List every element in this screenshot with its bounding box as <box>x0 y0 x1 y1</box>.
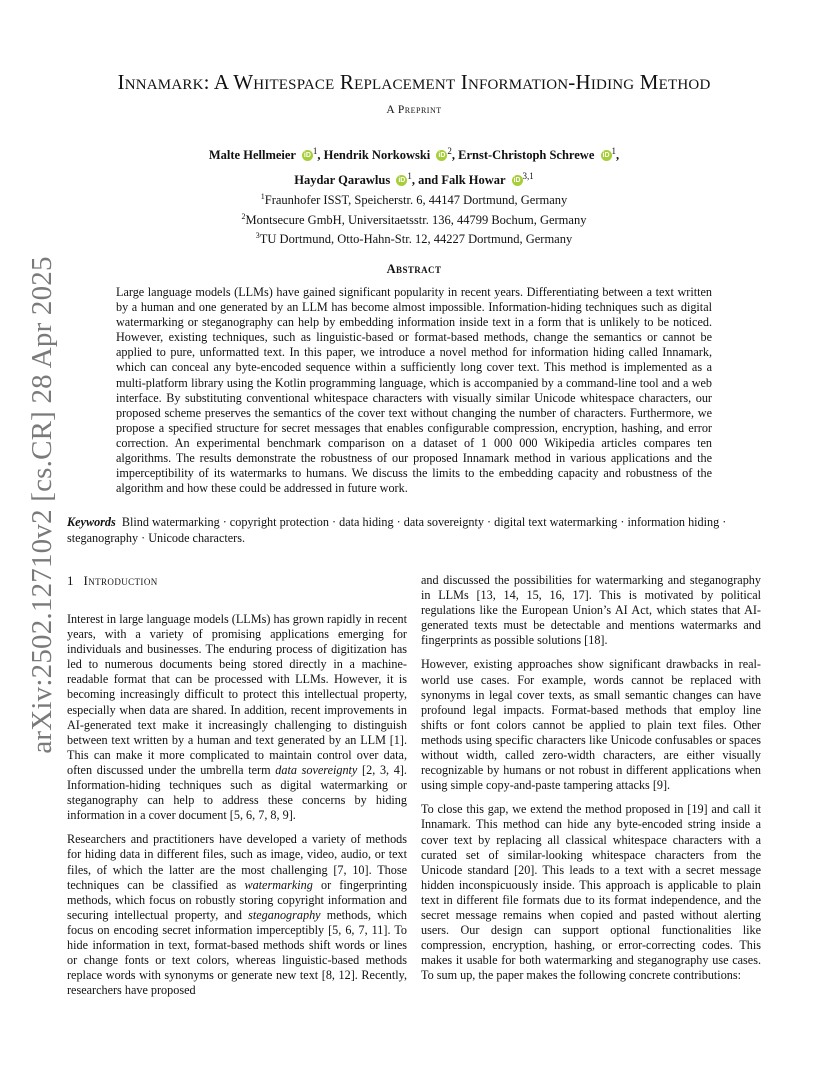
orcid-icon[interactable]: iD <box>303 152 311 160</box>
orcid-icon[interactable]: iD <box>398 177 406 185</box>
affiliations <box>0 189 828 248</box>
paragraph: Researchers and practitioners have developed a variety of methods for hiding data in different files, such as image, video, audio, or text files, of which the latter are the most challenging [7, 10]. Those techniques can be classified as watermarking or fingerprinting methods, which focus on robustly storing copyright information and securing intellectual property, and steganography methods, which focus on encoding secret information imperceptibly [5, 6, 7, 11]. To hide information in text, format-based methods shift words or lines or change fonts or text colors, whereas linguistic-based methods replace words with synonyms or generate new text [8, 12]. Recently, researchers have proposed <box>67 832 407 998</box>
author-affil-mark: 1 <box>611 146 616 156</box>
author-name: Haydar Qarawlus <box>294 173 391 188</box>
affiliation-2: $^2$Montsecure GmbH, Universitaetsstr. 136, 44799 Bochum, Germany <box>241 211 587 227</box>
abstract-text: Large language models (LLMs) have gained significant popularity in recent years. Differentiating between a text written by a human and one generated by an LLM has become almost impossible. Information-hiding techniques such as digital watermarking or steganography can help by embedding information inside text in a form that is unlikely to be noticed. However, existing techniques, such as linguistic-based or format-based methods, change the semantics or cannot be applied to pure, unformatted text. In this paper, we introduce a novel method for information hiding called Innamark, which can conceal any byte-encoded sequence within a sufficiently long cover text. This method is implemented as a multi-platform library using the Kotlin programming language, which is accompanied by a command-line tool and a web interface. By substituting conventional whitespace characters with visually similar Unicode whitespace characters, our proposed scheme preserves the semantics of the cover text without changing the number of characters. Furthermore, we propose a specified structure for secret messages that enables configurable compression, encryption, hashing, and error correction. An experimental benchmark comparison on a dataset of 1 000 000 Wikipedia articles compares ten algorithms. The results demonstrate the robustness of our proposed Innamark method in various applications and the imperceptibility of its watermarks to humans. We discuss the limits to the embedding capacity and robustness of the algorithm and how these could be addressed in future work. <box>116 285 712 496</box>
author-name: Hendrik Norkowski <box>323 148 431 163</box>
author-affil-mark: 1 <box>312 146 318 156</box>
author-affil-mark: 3,1 <box>522 171 534 182</box>
paragraph: However, existing approaches show significant drawbacks in real-world use cases. For example, words cannot be replaced with synonyms in legal cover texts, as small semantic changes can have profound legal impacts. Format-based methods that employ line shifts or font colors cannot be applied to plain text files. Other methods using specific characters like Unicode confusables or spaces without width, called zero-width characters, are either visually recognizable by humans or not robust in different applications when using simple copy-and-paste tampering attacks [9]. <box>421 657 761 793</box>
author-name: Falk Howar <box>441 173 506 188</box>
author-affil-mark: 1 <box>407 171 412 182</box>
keywords-list: Blind watermarking · copyright protection · data hiding · data sovereignty · digital text watermarking · information hiding · steganography · Unicode characters. <box>67 515 727 545</box>
paper-subtitle: A Preprint <box>386 104 442 116</box>
author-conjunction: and <box>418 173 439 188</box>
left-column <box>67 612 407 1007</box>
paragraph: To close this gap, we extend the method proposed in [19] and call it Innamark. This method can hide any byte-encoded string inside a cover text by replacing all classical whitespace characters with a curated set of similar-looking whitespace characters from the Unicode standard [20]. This leads to a text with a secret message hidden inconspicuously inside. This approach is applicable to plain text in different file formats due to its format independence, and the secret message remains when copied and pasted without alerting users. Our design can support optional functionalities like compression, encryption, hashing, or error-correcting codes. This makes it usable for both watermarking and steganography use cases. To sum up, the paper makes the following concrete contributions: <box>421 802 761 983</box>
abstract-heading: Abstract <box>386 262 442 276</box>
orcid-icon[interactable]: iD <box>438 152 446 160</box>
affiliation-3: $^3$TU Dortmund, Otto-Hahn-Str. 12, 44227 Dortmund, Germany <box>255 231 573 247</box>
keywords-label: Keywords <box>67 515 116 529</box>
arxiv-identifier: arXiv:2502.12710v2 [cs.CR] 28 Apr 2025 <box>26 256 58 754</box>
section-heading <box>67 573 158 589</box>
author-affil-mark: 2 <box>447 146 452 156</box>
paragraph: and discussed the possibilities for watermarking and steganography in LLMs [13, 14, 15, 16, 17]. This is motivated by political regulations like the European Union’s AI Act, which states that AI-generated texts must be detectable and mentions watermarks and fingerprints as possible solutions [18]. <box>421 573 761 648</box>
paragraph: Interest in large language models (LLMs) has grown rapidly in recent years, with a variety of promising applications emerging for individuals and businesses. The enduring process of digitization has led to numerous documents being stored directly in a machine-readable format that can be processed with LLMs. However, it is becoming increasingly difficult to protect this intellectual property, especially when data are shared. In addition, recent improvements in AI-generated text make it increasingly challenging to distinguish between text written by a human and text generated by an LLM [1]. This can make it more complicated to maintain control over data, often discussed under the umbrella term data sovereignty [2, 3, 4]. Information-hiding techniques such as digital watermarking or steganography can help to address these concerns by hiding information in a cover document [5, 6, 7, 8, 9]. <box>67 612 407 823</box>
affiliation-1: $^1$Fraunhofer ISST, Speicherstr. 6, 44147 Dortmund, Germany <box>260 192 568 208</box>
section-title: Introduction <box>83 573 158 588</box>
author-name: Malte Hellmeier <box>208 148 296 163</box>
orcid-icon[interactable]: iD <box>602 152 610 160</box>
keywords <box>67 515 762 546</box>
section-number: 1 <box>67 573 74 588</box>
orcid-icon[interactable]: iD <box>513 177 521 185</box>
author-list: Malte Hellmeier iD $^1$, Hendrik Norkowski iD $^2$, Ernst-Christoph Schrewe iD $^1$, Haydar Qarawlus iD $^1$, and Falk Howar iD $^{3,1}$ <box>208 146 620 188</box>
paper-title: Innamark: A Whitespace Replacement Information-Hiding Method <box>117 70 711 94</box>
right-column <box>421 573 761 992</box>
author-name: Ernst-Christoph Schrewe <box>458 148 595 163</box>
